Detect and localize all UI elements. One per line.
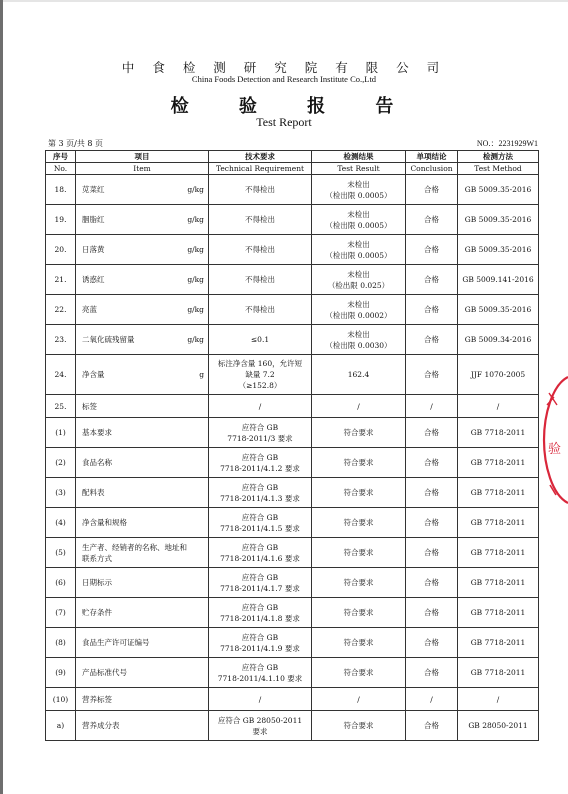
row-method: GB 7718-2011 — [458, 628, 539, 658]
row-method: JJF 1070-2005 — [458, 355, 539, 395]
row-result: 未检出 （检出限 0.0005） — [312, 235, 406, 265]
row-item-name: 苋菜红 — [82, 185, 105, 194]
row-conclusion: / — [406, 688, 458, 711]
col-result-en: Test Result — [312, 163, 406, 175]
row-method: GB 7718-2011 — [458, 568, 539, 598]
row-unit: g/kg — [187, 215, 204, 224]
row-method: GB 7718-2011 — [458, 598, 539, 628]
row-requirement: 不得检出 — [209, 235, 312, 265]
col-method-en: Test Method — [458, 163, 539, 175]
row-item-name: 标签 — [82, 401, 97, 411]
row-result: 符合要求 — [312, 711, 406, 741]
row-method: GB 5009.141-2016 — [458, 265, 539, 295]
row-item — [76, 711, 209, 741]
table-header-cn — [46, 151, 539, 163]
row-no: (7) — [46, 598, 76, 628]
table-row — [46, 688, 539, 711]
row-requirement: 应符合 GB 7718-2011/4.1.3 要求 — [209, 478, 312, 508]
row-item — [76, 448, 209, 478]
row-requirement: 应符合 GB 7718-2011/4.1.10 要求 — [209, 658, 312, 688]
row-result: 未检出 （检出限 0.0005） — [312, 205, 406, 235]
row-conclusion: 合格 — [406, 598, 458, 628]
row-item-name: 贮存条件 — [82, 608, 112, 617]
col-method-cn: 检测方法 — [458, 151, 539, 163]
row-conclusion: 合格 — [406, 628, 458, 658]
row-method: GB 7718-2011 — [458, 448, 539, 478]
row-requirement: 不得检出 — [209, 265, 312, 295]
row-no: (5) — [46, 538, 76, 568]
organization-name-cn: 中 食 检 测 研 究 院 有 限 公 司 — [121, 60, 447, 75]
table-body — [46, 175, 539, 741]
row-method: / — [458, 395, 539, 418]
row-item — [76, 355, 209, 395]
row-item-name: 产品标准代号 — [82, 668, 127, 677]
row-item-name: 配料表 — [82, 488, 105, 497]
row-item — [76, 478, 209, 508]
row-method: GB 5009.35-2016 — [458, 205, 539, 235]
row-requirement: 标注净含量 160，允许短 缺量 7.2 （≥152.8） — [209, 355, 312, 395]
table-row — [46, 478, 539, 508]
row-method: GB 7718-2011 — [458, 478, 539, 508]
row-item — [76, 295, 209, 325]
row-conclusion: 合格 — [406, 355, 458, 395]
row-item — [76, 235, 209, 265]
row-item-name: 净含量和规格 — [82, 518, 127, 527]
row-requirement: 应符合 GB 7718-2011/3 要求 — [209, 418, 312, 448]
row-item-name: 食品生产许可证编号 — [82, 638, 150, 647]
row-item — [76, 598, 209, 628]
row-conclusion: 合格 — [406, 325, 458, 355]
report-title-en: Test Report — [256, 115, 312, 129]
table-row — [46, 418, 539, 448]
row-requirement: 应符合 GB 7718-2011/4.1.6 要求 — [209, 538, 312, 568]
row-no: 23. — [46, 325, 76, 355]
row-requirement: 不得检出 — [209, 205, 312, 235]
row-item — [76, 658, 209, 688]
col-conclusion-en: Conclusion — [406, 163, 458, 175]
col-no-en: No. — [46, 163, 76, 175]
row-result: 162.4 — [312, 355, 406, 395]
row-conclusion: 合格 — [406, 295, 458, 325]
col-item-cn: 项目 — [76, 151, 209, 163]
row-method: GB 5009.34-2016 — [458, 325, 539, 355]
row-item-name: 净含量 — [82, 370, 105, 379]
row-result: 符合要求 — [312, 448, 406, 478]
col-requirement-cn: 技术要求 — [209, 151, 312, 163]
row-no: 24. — [46, 355, 76, 395]
row-item-name: 日期标示 — [82, 578, 112, 587]
table-row — [46, 538, 539, 568]
row-item — [76, 265, 209, 295]
col-requirement-en: Technical Requirement — [209, 163, 312, 175]
row-requirement: 应符合 GB 7718-2011/4.1.8 要求 — [209, 598, 312, 628]
row-method: GB 28050-2011 — [458, 711, 539, 741]
table-row — [46, 395, 539, 418]
organization-name-en: China Foods Detection and Research Institute Co.,Ltd — [191, 74, 377, 84]
row-requirement: 应符合 GB 7718-2011/4.1.7 要求 — [209, 568, 312, 598]
row-no: (8) — [46, 628, 76, 658]
table-row — [46, 325, 539, 355]
row-result: 符合要求 — [312, 658, 406, 688]
row-conclusion: 合格 — [406, 568, 458, 598]
row-result: 未检出 （检出限 0.0002） — [312, 295, 406, 325]
row-item-name: 二氧化硫残留量 — [82, 335, 135, 344]
row-result: 符合要求 — [312, 568, 406, 598]
table-row — [46, 598, 539, 628]
table-row — [46, 355, 539, 395]
table-row — [46, 711, 539, 741]
row-item — [76, 418, 209, 448]
row-conclusion: 合格 — [406, 448, 458, 478]
page-top-edge — [0, 0, 568, 2]
row-result: 未检出 （检出限 0.025） — [312, 265, 406, 295]
row-item — [76, 325, 209, 355]
table-row — [46, 448, 539, 478]
row-conclusion: 合格 — [406, 658, 458, 688]
row-result: 符合要求 — [312, 418, 406, 448]
row-item — [76, 628, 209, 658]
row-conclusion: 合格 — [406, 508, 458, 538]
row-conclusion: 合格 — [406, 235, 458, 265]
row-requirement: 不得检出 — [209, 175, 312, 205]
table-header-en — [46, 163, 539, 175]
row-no: (6) — [46, 568, 76, 598]
row-item — [76, 688, 209, 711]
row-no: (2) — [46, 448, 76, 478]
table-row — [46, 508, 539, 538]
row-item-name: 营养标签 — [82, 694, 112, 704]
col-no-cn: 序号 — [46, 151, 76, 163]
table-row — [46, 235, 539, 265]
row-requirement: 应符合 GB 28050-2011 要求 — [209, 711, 312, 741]
row-requirement: 应符合 GB 7718-2011/4.1.2 要求 — [209, 448, 312, 478]
row-unit: g/kg — [187, 245, 204, 254]
row-item — [76, 568, 209, 598]
page-number: 第 3 页/共 8 页 — [48, 139, 104, 148]
row-unit: g/kg — [187, 275, 204, 284]
col-conclusion-cn: 单项结论 — [406, 151, 458, 163]
row-conclusion: 合格 — [406, 478, 458, 508]
row-result: / — [312, 688, 406, 711]
row-method: GB 7718-2011 — [458, 508, 539, 538]
test-results-table — [45, 150, 539, 741]
row-result: 未检出 （检出限 0.0030） — [312, 325, 406, 355]
row-no: 21. — [46, 265, 76, 295]
row-unit: g/kg — [187, 305, 204, 314]
row-requirement: 应符合 GB 7718-2011/4.1.9 要求 — [209, 628, 312, 658]
row-method: GB 5009.35-2016 — [458, 295, 539, 325]
row-method: GB 7718-2011 — [458, 418, 539, 448]
row-requirement: 不得检出 — [209, 295, 312, 325]
row-result: 未检出 （检出限 0.0005） — [312, 175, 406, 205]
row-requirement: ≤0.1 — [209, 325, 312, 355]
seal-fragment-text: 验 — [548, 442, 562, 457]
row-no: 22. — [46, 295, 76, 325]
row-no: (10) — [46, 688, 76, 711]
row-no: (4) — [46, 508, 76, 538]
table-row — [46, 205, 539, 235]
table-row — [46, 265, 539, 295]
row-item-name: 基本要求 — [82, 428, 112, 437]
table-row — [46, 295, 539, 325]
row-no: (3) — [46, 478, 76, 508]
row-item — [76, 395, 209, 418]
row-item-name: 食品名称 — [82, 458, 112, 467]
row-no: a) — [46, 711, 76, 741]
row-method: GB 5009.35-2016 — [458, 235, 539, 265]
row-item-name: 亮蓝 — [82, 305, 97, 314]
row-item — [76, 508, 209, 538]
row-item — [76, 538, 209, 568]
row-conclusion: 合格 — [406, 175, 458, 205]
row-no: 20. — [46, 235, 76, 265]
row-unit: g/kg — [187, 185, 204, 194]
row-requirement: / — [209, 395, 312, 418]
row-result: 符合要求 — [312, 538, 406, 568]
row-item-name: 诱惑红 — [82, 275, 105, 284]
row-method: GB 7718-2011 — [458, 538, 539, 568]
row-requirement: / — [209, 688, 312, 711]
row-method: GB 5009.35-2016 — [458, 175, 539, 205]
row-item — [76, 175, 209, 205]
table-row — [46, 628, 539, 658]
row-conclusion: 合格 — [406, 205, 458, 235]
row-no: 18. — [46, 175, 76, 205]
row-no: 25. — [46, 395, 76, 418]
row-unit: g/kg — [187, 335, 204, 344]
report-number: NO.：2231929W1 — [476, 139, 538, 148]
row-conclusion: 合格 — [406, 265, 458, 295]
table-row — [46, 658, 539, 688]
row-result: 符合要求 — [312, 508, 406, 538]
red-seal-stamp — [540, 375, 568, 505]
row-item-name: 生产者、经销者的名称、地址和 联系方式 — [82, 542, 187, 563]
row-item-name: 胭脂红 — [82, 215, 105, 224]
row-method: GB 7718-2011 — [458, 658, 539, 688]
table-row — [46, 175, 539, 205]
row-conclusion: 合格 — [406, 418, 458, 448]
row-unit: g — [199, 370, 204, 379]
row-item-name: 日落黄 — [82, 245, 105, 254]
row-result: 符合要求 — [312, 598, 406, 628]
row-item — [76, 205, 209, 235]
col-item-en: Item — [76, 163, 209, 175]
col-result-cn: 检测结果 — [312, 151, 406, 163]
row-no: 19. — [46, 205, 76, 235]
row-item-name: 营养成分表 — [82, 721, 120, 730]
row-no: (9) — [46, 658, 76, 688]
report-title-cn: 检 验 报 告 — [170, 96, 416, 117]
row-requirement: 应符合 GB 7718-2011/4.1.5 要求 — [209, 508, 312, 538]
row-conclusion: / — [406, 395, 458, 418]
row-no: (1) — [46, 418, 76, 448]
table-row — [46, 568, 539, 598]
row-result: 符合要求 — [312, 628, 406, 658]
row-method: / — [458, 688, 539, 711]
row-result: 符合要求 — [312, 478, 406, 508]
row-conclusion: 合格 — [406, 711, 458, 741]
row-result: / — [312, 395, 406, 418]
row-conclusion: 合格 — [406, 538, 458, 568]
